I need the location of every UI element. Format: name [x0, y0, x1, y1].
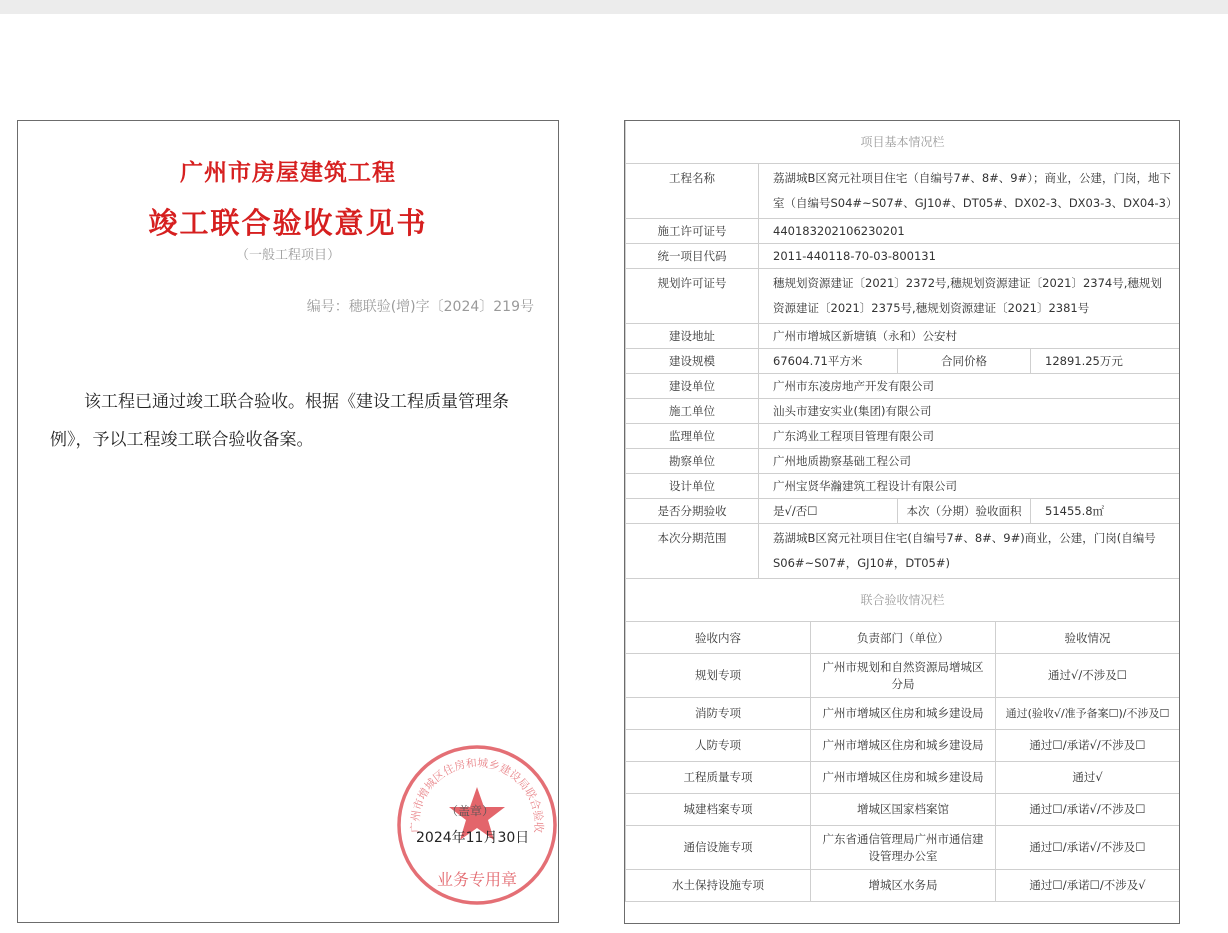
table-row: [626, 524, 1180, 579]
table-row: [626, 269, 1180, 324]
acceptance-dept: 增城区国家档案馆: [811, 794, 996, 826]
row-value: 广州宝贤华瀚建筑工程设计有限公司: [759, 474, 1180, 499]
acceptance-status: 通过☐/承诺☐/不涉及√: [996, 870, 1180, 902]
certificate-page: [17, 120, 559, 923]
phase-scope-value: 荔湖城B区窝元社项目住宅(自编号7#、8#、9#)商业，公建，门岗(自编号S06#~S07#，GJ10#，DT05#): [759, 524, 1180, 579]
certificate-body: 该工程已通过竣工联合验收。根据《建设工程质量管理条例》，予以工程竣工联合验收备案。: [50, 392, 509, 450]
table-row: [626, 349, 1180, 374]
row-value: 广东鸿业工程项目管理有限公司: [759, 424, 1180, 449]
column-header: 验收情况: [996, 622, 1180, 654]
table-row: [626, 826, 1180, 870]
acceptance-dept: 广东省通信管理局广州市通信建设管理办公室: [811, 826, 996, 870]
table-header-row: [626, 622, 1180, 654]
top-bar: [0, 0, 1228, 14]
row-label: 勘察单位: [626, 449, 759, 474]
row-label: 规划许可证号: [626, 269, 759, 324]
acceptance-status: 通过☐/承诺√/不涉及☐: [996, 794, 1180, 826]
row-value: 荔湖城B区窝元社项目住宅（自编号7#、8#、9#）；商业，公建，门岗，地下室（自编号S04#~S07#、GJ10#、DT05#、DX02-3、DX03-3、DX04-3）: [759, 164, 1180, 219]
row-value: 广州市增城区新塘镇（永和）公安村: [759, 324, 1180, 349]
acceptance-item: 消防专项: [626, 698, 811, 730]
row-value: 广州地质勘察基础工程公司: [759, 449, 1180, 474]
row-label: 施工许可证号: [626, 219, 759, 244]
certificate-date: 2024年11月30日: [416, 830, 530, 846]
table-row: [626, 219, 1180, 244]
table-row: [626, 374, 1180, 399]
acceptance-item: 通信设施专项: [626, 826, 811, 870]
row-label: 设计单位: [626, 474, 759, 499]
certificate-subtitle: （一般工程项目）: [235, 248, 340, 263]
phased-value: 是√/否☐: [759, 499, 898, 524]
acceptance-dept: 广州市增城区住房和城乡建设局: [811, 730, 996, 762]
row-label: 建设单位: [626, 374, 759, 399]
acceptance-item: 人防专项: [626, 730, 811, 762]
certificate-title-line1: 广州市房屋建筑工程: [180, 160, 396, 186]
acceptance-status: 通过(验收√/准予备案☐)/不涉及☐: [996, 698, 1180, 730]
table-row: [626, 164, 1180, 219]
table-row: [626, 870, 1180, 902]
project-info-page: [624, 120, 1180, 924]
basic-info-table: [625, 121, 1180, 579]
phase-area-label: 本次（分期）验收面积: [898, 499, 1031, 524]
row-value: 440183202106230201: [759, 219, 1180, 244]
basic-info-section-title: 项目基本情况栏: [626, 121, 1180, 164]
acceptance-item: 规划专项: [626, 654, 811, 698]
acceptance-item: 工程质量专项: [626, 762, 811, 794]
table-row: [626, 324, 1180, 349]
price-value: 12891.25万元: [1031, 349, 1180, 374]
row-label: 施工单位: [626, 399, 759, 424]
certificate-title-line2: 竣工联合验收意见书: [148, 206, 428, 240]
table-row: [626, 654, 1180, 698]
acceptance-status: 通过√: [996, 762, 1180, 794]
column-header: 负责部门（单位）: [811, 622, 996, 654]
table-row: [626, 499, 1180, 524]
row-value: 穗规划资源建证〔2021〕2372号,穗规划资源建证〔2021〕2374号,穗规划资源建证〔2021〕2375号,穗规划资源建证〔2021〕2381号: [759, 269, 1180, 324]
scale-value: 67604.71平方米: [759, 349, 898, 374]
row-label: 监理单位: [626, 424, 759, 449]
table-row: [626, 449, 1180, 474]
phase-area-value: 51455.8㎡: [1031, 499, 1180, 524]
acceptance-dept: 广州市规划和自然资源局增城区分局: [811, 654, 996, 698]
acceptance-status: 通过☐/承诺√/不涉及☐: [996, 826, 1180, 870]
acceptance-status: 通过☐/承诺√/不涉及☐: [996, 730, 1180, 762]
table-row: [626, 424, 1180, 449]
acceptance-dept: 广州市增城区住房和城乡建设局: [811, 762, 996, 794]
row-label: 工程名称: [626, 164, 759, 219]
table-row: [626, 474, 1180, 499]
table-row: [626, 762, 1180, 794]
seal-ring-text: 广州市增城区住房和城乡建设局联合验收: [408, 756, 546, 834]
row-label: 建设地址: [626, 324, 759, 349]
acceptance-item: 城建档案专项: [626, 794, 811, 826]
row-value: 2011-440118-70-03-800131: [759, 244, 1180, 269]
table-row: [626, 244, 1180, 269]
acceptance-status: 通过√/不涉及☐: [996, 654, 1180, 698]
row-value: 汕头市建安实业(集团)有限公司: [759, 399, 1180, 424]
certificate-number: 编号：穗联验(增)字〔2024〕219号: [306, 299, 534, 315]
table-row: [626, 399, 1180, 424]
official-seal-icon: [395, 743, 559, 907]
acceptance-item: 水土保持设施专项: [626, 870, 811, 902]
joint-acceptance-table: [625, 579, 1180, 902]
joint-acceptance-section-title: 联合验收情况栏: [626, 579, 1180, 622]
scale-label: 建设规模: [626, 349, 759, 374]
phased-label: 是否分期验收: [626, 499, 759, 524]
acceptance-dept: 增城区水务局: [811, 870, 996, 902]
table-row: [626, 794, 1180, 826]
row-value: 广州市东凌房地产开发有限公司: [759, 374, 1180, 399]
table-row: [626, 730, 1180, 762]
seal-bottom-text: 业务专用章: [436, 870, 518, 889]
price-label: 合同价格: [898, 349, 1031, 374]
table-row: [626, 698, 1180, 730]
seal-label: （盖章）: [446, 804, 495, 818]
phase-scope-label: 本次分期范围: [626, 524, 759, 579]
column-header: 验收内容: [626, 622, 811, 654]
acceptance-dept: 广州市增城区住房和城乡建设局: [811, 698, 996, 730]
row-label: 统一项目代码: [626, 244, 759, 269]
